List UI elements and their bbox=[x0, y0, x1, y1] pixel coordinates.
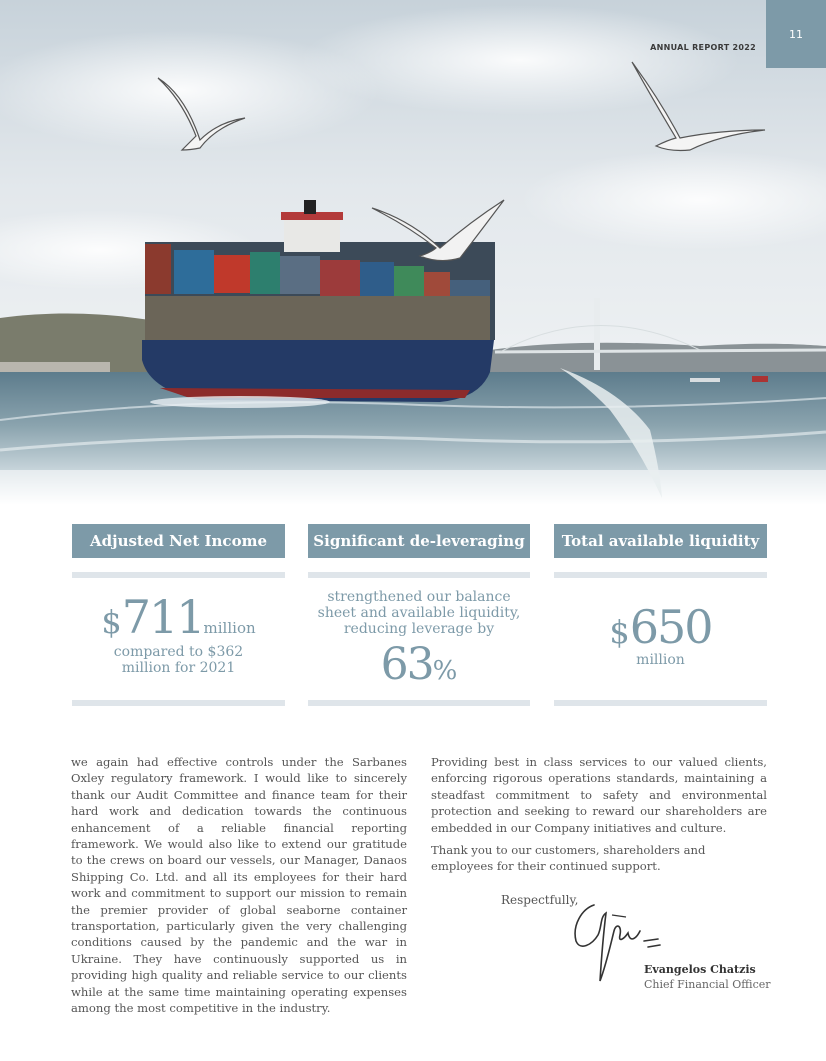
container-ship-photo bbox=[0, 0, 826, 505]
kpi-body bbox=[308, 589, 530, 695]
kpi-card-deleveraging bbox=[308, 524, 530, 707]
kpi-number: 63 bbox=[380, 639, 433, 690]
body-paragraph: Providing best in class services to our valued clients, enforcing rigorous operations standards, maintaining a steadfast commitment to safety and environmental protection and seeking to reward our shareholders are embedded in our Company initiatives and culture. bbox=[431, 755, 767, 835]
signatory-name: Evangelos Chatzis bbox=[644, 963, 756, 976]
body-paragraph: we again had effective controls under the Sarbanes Oxley regulatory framework. I would like to sincerely thank our Audit Committee and finance team for their hard work and dedication towards the continuous enhancement of a reliable financial reporting framework. We would also like to extend our gratitude to the crews on board our vessels, our Manager, Danaos Shipping Co. Ltd. and all its employees for their hard work and commitment to support our mission to remain the premier provider of global seaborne container transportation, particularly given the very challenging conditions caused by the pandemic and the war in Ukraine. They have continuously supported us in providing high quality and reliable service to our clients while at the same time maintaining operating expenses among the most competitive in the industry. bbox=[71, 755, 407, 1016]
kpi-value bbox=[554, 600, 767, 654]
kpi-value bbox=[72, 590, 285, 644]
kpi-number: 711 bbox=[121, 590, 204, 644]
kpi-title: Significant de-leveraging bbox=[308, 524, 530, 558]
kpi-number: 650 bbox=[629, 600, 712, 654]
body-paragraph: Thank you to our customers, shareholders and employees for their continued support. bbox=[431, 843, 706, 874]
kpi-body bbox=[554, 582, 767, 695]
kpi-currency: $ bbox=[609, 613, 630, 651]
report-label: ANNUAL REPORT 2022 bbox=[650, 43, 756, 52]
kpi-value bbox=[308, 639, 530, 690]
body-column-left bbox=[71, 754, 407, 1023]
kpi-title: Total available liquidity bbox=[554, 524, 767, 558]
signatory-title: Chief Financial Officer bbox=[644, 978, 771, 991]
kpi-subtext: compared to $362 million for 2021 bbox=[113, 644, 244, 676]
kpi-body bbox=[72, 582, 285, 695]
kpi-intro: strengthened our balance sheet and available liquidity, reducing leverage by bbox=[317, 589, 521, 637]
kpi-divider bbox=[308, 572, 530, 578]
body-column-right bbox=[431, 754, 767, 881]
kpi-currency: $ bbox=[101, 603, 122, 641]
kpi-divider bbox=[72, 700, 285, 706]
kpi-divider bbox=[72, 572, 285, 578]
kpi-unit: million bbox=[203, 619, 256, 637]
kpi-unit: million bbox=[636, 652, 685, 668]
kpi-divider bbox=[308, 700, 530, 706]
kpi-card-net-income bbox=[72, 524, 285, 707]
kpi-divider bbox=[554, 700, 767, 706]
kpi-unit: % bbox=[432, 656, 458, 686]
kpi-title: Adjusted Net Income bbox=[72, 524, 285, 558]
kpi-card-liquidity bbox=[554, 524, 767, 707]
page-number: 11 bbox=[766, 0, 826, 68]
hero-photo bbox=[0, 0, 826, 505]
kpi-divider bbox=[554, 572, 767, 578]
closing-salutation: Respectfully, bbox=[501, 893, 579, 907]
